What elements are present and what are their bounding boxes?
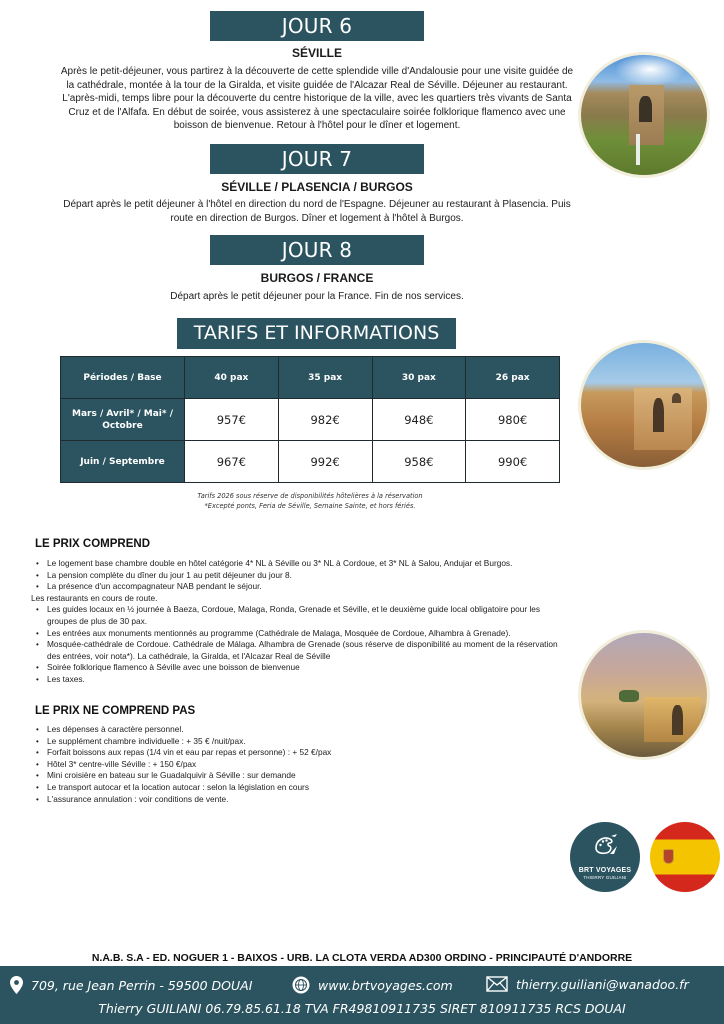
photo-arch-shape (672, 393, 681, 403)
includes-item: Les restaurants en cours de route. (31, 592, 158, 603)
text-line: Cruz et de l'Alfafa. En début de soirée, vous assisterez à une spectaculaire soirée folklorique flamenco avec une (68, 106, 566, 118)
text-line: la cathédrale, montée à la tour de la Giralda, et visite guidée de l'Alcazar Real de Séville. Déjeuner au restaurant. (66, 79, 568, 91)
day-8-header: JOUR 8 (210, 235, 424, 265)
excludes-item: • Les dépenses à caractère personnel. (35, 724, 560, 736)
column-header: 35 pax (278, 357, 372, 399)
period-label: Octobre (102, 420, 143, 431)
palette-plane-icon (592, 832, 620, 860)
column-header: 26 pax (466, 357, 560, 399)
photo-waterfall-shape (636, 134, 640, 165)
column-header: Périodes / Base (61, 357, 185, 399)
price-cell: 982€ (278, 399, 372, 441)
footer-email[interactable] (486, 976, 689, 992)
spain-flag-icon (650, 822, 720, 892)
coat-of-arms-icon (663, 849, 674, 864)
brt-voyages-logo (570, 822, 640, 892)
excludes-item: • Le transport autocar et la location autocar : selon la législation en cours (35, 782, 560, 794)
includes-list (31, 558, 560, 686)
includes-item: • Les taxes. (35, 674, 560, 686)
footer-contact-row (10, 976, 720, 996)
day-6-header: JOUR 6 (210, 11, 424, 41)
includes-item: • Les entrées aux monuments mentionnés au programme (Cathédrale de Malaga, Mosquée de Cordoue, Alhambra à Grenade). (35, 628, 560, 640)
day-7-description (40, 198, 594, 225)
column-header: 40 pax (185, 357, 279, 399)
footer-address (10, 976, 252, 994)
tarifs-header: TARIFS ET INFORMATIONS (177, 318, 456, 349)
excludes-item: • Hôtel 3* centre-ville Séville : + 150 €/pax (35, 759, 560, 771)
price-cell: 958€ (372, 441, 466, 483)
footer-company-info: Thierry GUILIANI 06.79.85.61.18 TVA FR49810911735 SIRET 810911735 RCS DOUAI (98, 1001, 626, 1016)
text-line: route en direction de Burgos. Dîner et logement à l'hôtel à Burgos. (170, 212, 464, 224)
includes-item: • Le logement base chambre double en hôtel catégorie 4* NL à Séville ou 3* NL à Cordoue, et 3* NL à Salou, Andujar et Burgos. (35, 558, 560, 570)
text-line: Départ après le petit déjeuner à l'hôtel en direction du nord de l'Espagne. Déjeuner au restaurant à Plasencia. Puis (63, 199, 571, 210)
period-cell (61, 441, 185, 483)
period-cell (61, 399, 185, 441)
excludes-item: • Forfait boissons aux repas (1/4 vin et eau par repas et personne) : + 52 €/pax (35, 747, 560, 759)
legal-address: N.A.B. S.A - ED. NOGUER 1 - BAIXOS - URB. LA CLOTA VERDA AD300 ORDINO - PRINCIPAUTÉ D'ANDORRE (91, 952, 633, 964)
photo-arch-shape (653, 398, 664, 433)
tarifs-note: Tarifs 2026 sous réserve de disponibilités hôtelières à la réservation (197, 492, 423, 500)
period-label: Juin / Septembre (80, 456, 165, 467)
text-line: L'après-midi, temps libre pour la découverte du centre historique de la ville, avec les quartiers très vivants de Santa (62, 93, 572, 105)
table-row (61, 399, 560, 441)
day-7-title: SÉVILLE / PLASENCIA / BURGOS (221, 180, 413, 194)
price-cell: 948€ (372, 399, 466, 441)
includes-item: • Soirée folklorique flamenco à Séville avec une boisson de bienvenue (35, 662, 560, 674)
email-link[interactable]: thierry.guiliani@wanadoo.fr (516, 976, 689, 992)
excludes-list (35, 724, 560, 805)
tarifs-footnote: *Excepté ponts, Feria de Séville, Semaine Sainte, et hors fériés. (204, 502, 416, 510)
day-8-description (40, 290, 594, 304)
footer-bar (0, 966, 724, 1024)
price-cell: 992€ (278, 441, 372, 483)
ronda-bridge-photo (578, 52, 710, 178)
photo-arch-shape (639, 96, 652, 122)
day-6-title: SÉVILLE (291, 46, 342, 60)
mail-icon (486, 976, 508, 992)
column-header: 30 pax (372, 357, 466, 399)
map-pin-icon (10, 976, 23, 994)
footer-website[interactable] (292, 976, 453, 994)
includes-item: • Mosquée-cathédrale de Cordoue. Cathédrale de Málaga. Alhambra de Grenade (sous réserve de disponibilité au moment de la réservation des entrées, voir nota*). La cathédrale, la Giralda, et l'Alcazar Real de Séville (35, 639, 560, 662)
price-cell: 957€ (185, 399, 279, 441)
includes-item: • Les guides locaux en ½ journée à Baeza, Cordoue, Malaga, Ronda, Grenade et Séville, et le deuxième guide local obligatoire pour les groupes de plus de 30 pax. (35, 604, 560, 627)
includes-item: • La présence d'un accompagnateur NAB pendant le séjour. (35, 581, 560, 593)
text-line: Après le petit-déjeuner, vous partirez à la découverte de cette splendide ville d'Andalousie pour une visite guidée de (60, 66, 574, 77)
day-8-title: BURGOS / FRANCE (260, 271, 374, 285)
text-line: boisson de bienvenue. Retour à l'hôtel pour le dîner et logement. (173, 120, 461, 132)
ronda-aerial-photo (578, 630, 710, 760)
logo-sub-text: THIERRY GUILIANI (583, 875, 627, 880)
globe-icon (292, 976, 310, 994)
includes-title: LE PRIX COMPREND (35, 538, 151, 550)
photo-arch-shape (672, 705, 683, 735)
price-cell: 967€ (185, 441, 279, 483)
logo-brand-text: BRT VOYAGES (578, 867, 632, 874)
excludes-item: • L'assurance annulation : voir conditions de vente. (35, 794, 560, 806)
address-text: 709, rue Jean Perrin - 59500 DOUAI (31, 977, 253, 993)
ronda-bridge-photo-2 (578, 340, 710, 470)
excludes-item: • Mini croisière en bateau sur le Guadalquivir à Séville : sur demande (35, 770, 560, 782)
price-table (60, 356, 560, 483)
table-row (61, 441, 560, 483)
includes-item: • La pension complète du dîner du jour 1 au petit déjeuner du jour 8. (35, 570, 560, 582)
photo-garden-shape (619, 690, 639, 702)
excludes-title: LE PRIX NE COMPREND PAS (35, 705, 196, 717)
price-cell: 980€ (466, 399, 560, 441)
price-cell: 990€ (466, 441, 560, 483)
day-7-header: JOUR 7 (210, 144, 424, 174)
website-link[interactable]: www.brtvoyages.com (318, 977, 453, 993)
day-6-description (40, 65, 594, 133)
excludes-item: • Le supplément chambre individuelle : + 35 € /nuit/pax. (35, 736, 560, 748)
text-line: Départ après le petit déjeuner pour la France. Fin de nos services. (170, 291, 464, 302)
table-header-row (61, 357, 560, 399)
period-label: Mars / Avril* / Mai* / (72, 408, 173, 419)
